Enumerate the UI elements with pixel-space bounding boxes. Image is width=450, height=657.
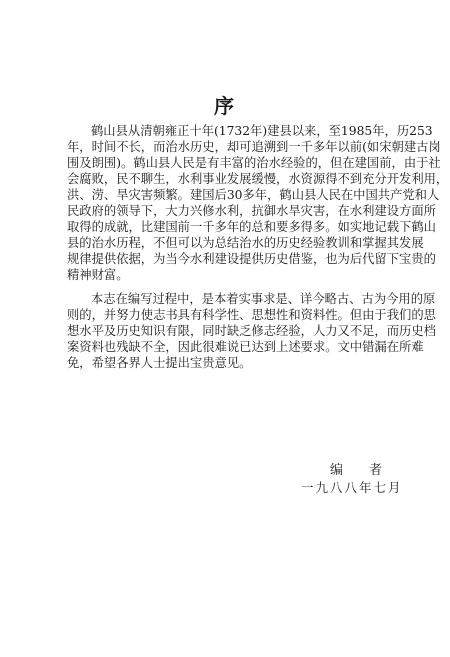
text-line: 会腐败，民不聊生，水利事业发展缓慢，水资源得不到充分开发利用， xyxy=(67,172,449,186)
preface-title: 序 xyxy=(214,94,236,118)
text-line: 围及朗围)。鹤山县人民是有丰富的治水经验的，但在建国前，由于社 xyxy=(67,156,441,170)
text-line: 则的，并努力使志书具有科学性、思想性和资料性。但由于我们的思 xyxy=(67,308,436,322)
text-line: 民政府的领导下，大力兴修水利，抗御水旱灾害，在水利建设方面所 xyxy=(67,204,436,218)
text-line: 取得的成就，比建国前一千多年的总和要多得多。如实地记载下鹤山 xyxy=(67,220,436,234)
text-line: 案资料也残缺不全，因此很难说已达到上述要求。文中错漏在所难 xyxy=(67,340,424,354)
text-line: 规律提供依据，为当今水利建设提供历史借鉴，也为后代留下宝贵的 xyxy=(67,252,436,266)
text-line: 想水平及历史知识有限，同时缺乏修志经验，人力又不足，而历史档 xyxy=(67,324,436,338)
text-line: 免，希望各界人士提出宝贵意见。 xyxy=(67,356,252,370)
text-line: 鹤山县从清朝雍正十年(1732年)建县以来，至1985年，历253 xyxy=(91,124,433,138)
paragraph-2 xyxy=(67,291,436,371)
signature-date: 一九八八年七月 xyxy=(301,480,403,495)
paragraph-1 xyxy=(67,123,449,283)
text-line: 县的治水历程，不但可以为总结治水的历史经验教训和掌握其发展 xyxy=(67,236,424,250)
text-line: 年，时间不长，而治水历史，却可追溯到一千多年以前(如宋朝建古岗 xyxy=(67,140,441,154)
text-line: 本志在编写过程中，是本着实事求是、详今略古、古为今用的原 xyxy=(91,292,436,306)
preface-body xyxy=(67,123,449,371)
text-line: 洪、涝、旱灾害频繁。建国后30多年，鹤山县人民在中国共产党和人 xyxy=(67,188,440,202)
author-signature: 编者 xyxy=(330,463,409,478)
text-line: 精神财富。 xyxy=(67,268,129,282)
